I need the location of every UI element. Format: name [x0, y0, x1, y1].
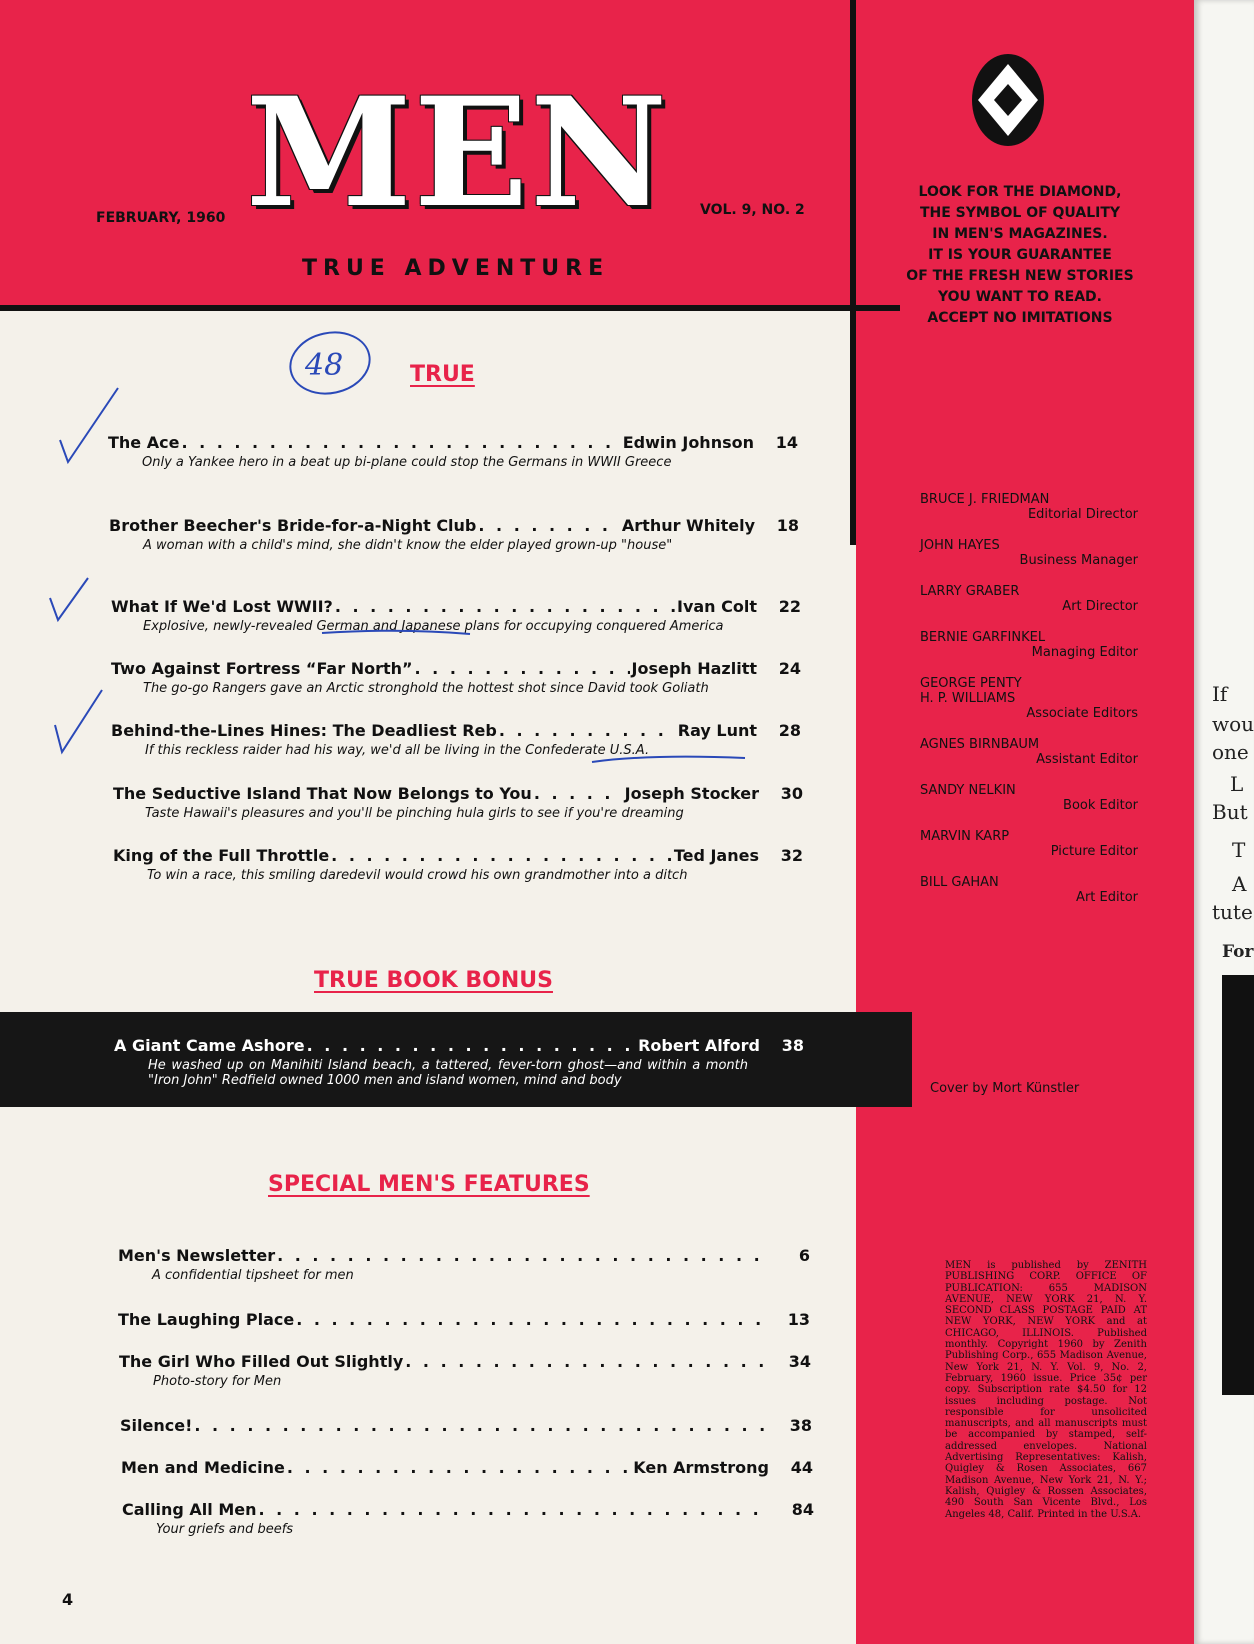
toc-description: Photo-story for Men — [153, 1374, 282, 1389]
toc-description: A confidential tipsheet for men — [152, 1268, 354, 1283]
staff-name: BILL GAHAN — [920, 875, 999, 890]
staff-entry — [920, 875, 1138, 905]
staff-title: Picture Editor — [1050, 844, 1138, 859]
leader-dots — [181, 433, 620, 452]
toc-page: 34 — [788, 1352, 811, 1371]
toc-description: Explosive, newly-revealed German and Japanese plans for occupying conquered America — [143, 619, 724, 634]
toc-title: Calling All Men — [122, 1500, 257, 1519]
staff-name: BRUCE J. FRIEDMAN — [920, 492, 1050, 507]
adjacent-page-text: But — [1212, 800, 1248, 824]
leader-dots — [259, 1500, 769, 1519]
toc-author: Robert Alford — [638, 1036, 760, 1055]
staff-title: Associate Editors — [1026, 706, 1138, 721]
toc-author: Edwin Johnson — [622, 433, 754, 452]
toc-title: The Laughing Place — [118, 1310, 295, 1329]
leader-dots — [478, 516, 620, 535]
toc-title: A Giant Came Ashore — [114, 1036, 305, 1055]
staff-title: Business Manager — [1019, 553, 1138, 568]
toc-title: Brother Beecher's Bride-for-a-Night Club — [109, 516, 477, 535]
toc-page: 24 — [778, 659, 801, 678]
diamond-notice-line: THE SYMBOL OF QUALITY — [919, 205, 1121, 221]
toc-entry[interactable] — [122, 1500, 814, 1537]
toc-description: Only a Yankee hero in a beat up bi-plane could stop the Germans in WWII Greece — [142, 455, 672, 470]
toc-title: Behind-the-Lines Hines: The Deadliest Reb — [111, 721, 497, 740]
checkmark-icon — [55, 690, 102, 752]
leader-dots — [296, 1310, 764, 1329]
toc-page: 6 — [798, 1246, 810, 1265]
staff-title: Book Editor — [1063, 798, 1138, 813]
toc-entry[interactable] — [120, 1416, 812, 1435]
issue-date: FEBRUARY, 1960 — [96, 210, 226, 226]
staff-name: LARRY GRABER — [920, 584, 1020, 599]
adjacent-page-text: T — [1232, 838, 1246, 862]
toc-entry[interactable] — [113, 846, 803, 883]
toc-entry[interactable] — [109, 516, 799, 553]
toc-title: What If We'd Lost WWII? — [111, 597, 333, 616]
toc-page: 28 — [778, 721, 801, 740]
leader-dots — [534, 784, 623, 803]
adjacent-page-text: For — [1222, 942, 1254, 962]
header-rule — [0, 305, 900, 311]
toc-page: 38 — [781, 1036, 804, 1055]
handwritten-number: 48 — [305, 348, 344, 383]
toc-description: Taste Hawaii's pleasures and you'll be pinching hula girls to see if you're dreaming — [145, 806, 684, 821]
adjacent-page-block — [1222, 975, 1254, 1395]
staff-name: AGNES BIRNBAUM — [920, 737, 1040, 752]
staff-name: JOHN HAYES — [920, 538, 1000, 553]
leader-dots — [331, 846, 672, 865]
adjacent-page-text: L — [1230, 772, 1244, 796]
toc-page: 22 — [778, 597, 801, 616]
staff-name: BERNIE GARFINKEL — [920, 630, 1046, 645]
staff-title: Art Director — [1062, 599, 1138, 614]
magazine-subtitle: TRUE ADVENTURE — [302, 256, 610, 281]
publication-notice: MEN is published by ZENITH PUBLISHING CORP. OFFICE OF PUBLICATION: 655 MADISON AVENUE, NEW YORK 21, N. Y. SECOND CLASS POSTAGE PAID AT NEW YORK, NEW YORK and at CHICAGO, ILLINOIS. Published monthly. Copyright 1960 by Zenith Publishing Corp., 655 Madison Avenue, New York 21, N. Y. Vol. 9, No. 2, February, 1960 issue. Price 35¢ per copy. Subscription rate $4.50 for 12 issues including postage. Not responsible for unsolicited manuscripts, and all manuscripts must be accompanied by stamped, self-addressed envelopes. National Advertising Representatives: Kalish, Quigley & Rosen Associates, 667 Madison Avenue, New York 21, N. Y.; Kalish, Quigley & Rossen Associates, 490 South San Vicente Blvd., Los Angeles 48, Calif. Printed in the U.S.A. — [945, 1260, 1147, 1520]
toc-entry[interactable] — [119, 1352, 811, 1389]
toc-title: The Girl Who Filled Out Slightly — [119, 1352, 404, 1371]
toc-page: 44 — [790, 1458, 813, 1477]
toc-entry[interactable] — [111, 659, 801, 696]
section-heading-true: TRUE — [410, 362, 475, 387]
diamond-notice-line: IT IS YOUR GUARANTEE — [928, 247, 1112, 263]
toc-page: 18 — [776, 516, 799, 535]
staff-entry — [920, 492, 1138, 522]
diamond-logo-icon — [968, 50, 1048, 150]
toc-title: Men's Newsletter — [118, 1246, 276, 1265]
staff-entry — [920, 676, 1138, 721]
staff-name: MARVIN KARP — [920, 829, 1010, 844]
toc-page: 30 — [780, 784, 803, 803]
leader-dots — [415, 659, 630, 678]
staff-title: Art Editor — [1076, 890, 1138, 905]
staff-entry — [920, 538, 1138, 568]
diamond-notice-line: OF THE FRESH NEW STORIES — [906, 268, 1134, 284]
toc-author: Joseph Hazlitt — [631, 659, 757, 678]
staff-entry — [920, 630, 1138, 660]
toc-description: If this reckless raider had his way, we'd all be living in the Confederate U.S.A. — [145, 743, 650, 758]
toc-title: King of the Full Throttle — [113, 846, 330, 865]
toc-title: The Seductive Island That Now Belongs to You — [113, 784, 532, 803]
toc-entry[interactable] — [113, 784, 803, 821]
toc-entry[interactable] — [108, 433, 798, 470]
staff-title: Editorial Director — [1027, 507, 1138, 522]
section-heading-bonus: TRUE BOOK BONUS — [314, 968, 553, 993]
toc-title: Men and Medicine — [121, 1458, 285, 1477]
toc-title: Silence! — [120, 1416, 193, 1435]
checkmark-icon — [50, 578, 88, 620]
toc-page: 38 — [789, 1416, 812, 1435]
toc-entry[interactable] — [121, 1458, 813, 1477]
toc-description: To win a race, this smiling daredevil would crowd his own grandmother into a ditch — [147, 868, 688, 883]
adjacent-page-text: If — [1212, 682, 1228, 706]
adjacent-page-text: wou — [1212, 712, 1254, 736]
issue-volume: VOL. 9, NO. 2 — [700, 202, 805, 218]
staff-title: Assistant Editor — [1036, 752, 1138, 767]
adjacent-page-text: A — [1232, 872, 1247, 896]
section-heading-features: SPECIAL MEN'S FEATURES — [268, 1172, 590, 1197]
magazine-title: MEN — [245, 65, 670, 241]
toc-description: A woman with a child's mind, she didn't know the elder played grown-up "house" — [143, 538, 673, 553]
adjacent-page-text: one — [1212, 740, 1249, 764]
toc-author: Ted Janes — [673, 846, 759, 865]
toc-page: 14 — [775, 433, 798, 452]
staff-name: H. P. WILLIAMS — [920, 691, 1016, 706]
toc-author: Ray Lunt — [677, 721, 757, 740]
toc-author: Ivan Colt — [676, 597, 757, 616]
vertical-rule — [850, 0, 856, 545]
toc-title: Two Against Fortress “Far North” — [111, 659, 413, 678]
staff-entry — [920, 584, 1138, 614]
toc-page: 84 — [791, 1500, 814, 1519]
staff-name: GEORGE PENTY — [920, 676, 1022, 691]
handwritten-circle — [285, 325, 376, 400]
leader-dots — [335, 597, 675, 616]
toc-title: The Ace — [108, 433, 180, 452]
leader-dots — [499, 721, 676, 740]
toc-author: Joseph Stocker — [624, 784, 759, 803]
page-number: 4 — [62, 1590, 74, 1609]
toc-entry[interactable] — [118, 1246, 810, 1283]
leader-dots — [405, 1352, 765, 1371]
toc-description: Your griefs and beefs — [156, 1522, 294, 1537]
toc-author: Arthur Whitely — [621, 516, 755, 535]
staff-entry — [920, 737, 1138, 767]
toc-entry-bonus[interactable] — [114, 1036, 804, 1088]
diamond-notice-line: IN MEN'S MAGAZINES. — [932, 226, 1108, 242]
staff-entry — [920, 783, 1138, 813]
staff-title: Managing Editor — [1031, 645, 1138, 660]
leader-dots — [194, 1416, 766, 1435]
staff-name: SANDY NELKIN — [920, 783, 1016, 798]
diamond-notice — [880, 182, 1160, 329]
staff-list — [920, 492, 1138, 921]
staff-entry — [920, 829, 1138, 859]
adjacent-page-text: tute — [1212, 900, 1253, 924]
cover-credit: Cover by Mort Künstler — [930, 1081, 1080, 1096]
diamond-notice-line: ACCEPT NO IMITATIONS — [927, 310, 1113, 326]
toc-description: The go-go Rangers gave an Arctic stronghold the hottest shot since David took Goliath — [143, 681, 709, 696]
diamond-notice-line: YOU WANT TO READ. — [937, 289, 1102, 305]
toc-entry[interactable] — [118, 1310, 810, 1329]
toc-page: 13 — [787, 1310, 810, 1329]
toc-page: 32 — [780, 846, 803, 865]
toc-entry[interactable] — [111, 721, 801, 758]
toc-entry[interactable] — [111, 597, 801, 634]
diamond-notice-line: LOOK FOR THE DIAMOND, — [918, 184, 1122, 200]
leader-dots — [307, 1036, 636, 1055]
toc-description: He washed up on Manihiti Island beach, a tattered, fever-torn ghost—and within a month "Iron John" Redfield owned 1000 men and island women, mind and body — [148, 1058, 748, 1088]
toc-author: Ken Armstrong — [633, 1458, 769, 1477]
leader-dots — [287, 1458, 631, 1477]
leader-dots — [277, 1246, 764, 1265]
